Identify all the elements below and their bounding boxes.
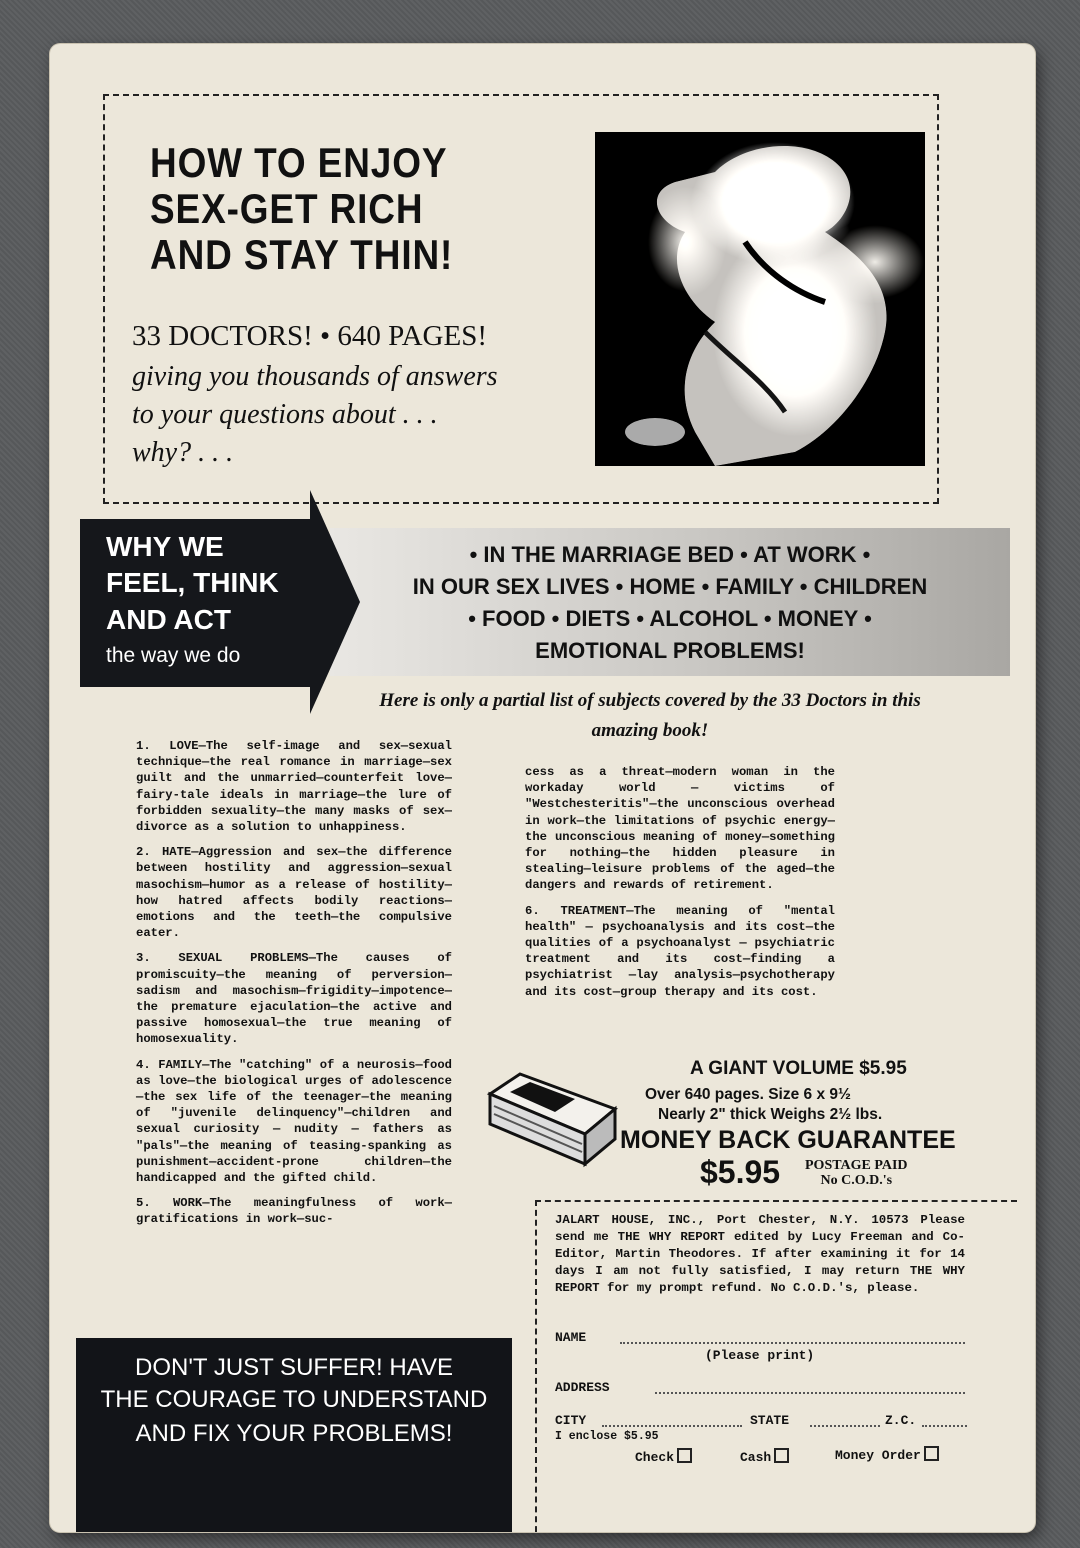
bottom-banner xyxy=(76,1338,512,1532)
tagline-line-2: to your questions about . . . xyxy=(132,399,438,430)
subjects-line-1: • IN THE MARRIAGE BED • AT WORK • xyxy=(469,542,871,567)
address-label: ADDRESS xyxy=(555,1380,610,1395)
check-checkbox[interactable] xyxy=(677,1448,692,1463)
money-back-guarantee: MONEY BACK GUARANTEE xyxy=(620,1126,956,1154)
subjects-line-4: EMOTIONAL PROBLEMS! xyxy=(535,638,805,663)
offer-price: $5.95 xyxy=(700,1154,781,1190)
bottom-line-1: DON'T JUST SUFFER! HAVE xyxy=(135,1354,453,1381)
subject-sexual-problems: 3. SEXUAL PROBLEMS—The causes of promiscuity—the meaning of perversion—sadism and masochism—frigidity—impotence—the premature ejaculation—the active and passive homosexual—the true meaning of homosexuality. xyxy=(136,951,452,1047)
bottom-line-2: THE COURAGE TO UNDERSTAND xyxy=(100,1386,488,1413)
magazine-back-cover xyxy=(50,44,1035,1532)
zc-label: Z.C. xyxy=(885,1413,917,1428)
postage-note xyxy=(805,1158,908,1188)
subject-work: 5. WORK—The meaningfulness of work—gratifications in work—suc- xyxy=(136,1196,452,1227)
why-arrow-shape xyxy=(310,490,360,714)
doctors-pages-line: 33 DOCTORS! • 640 PAGES! xyxy=(132,320,487,352)
enclose-label: I enclose $5.95 xyxy=(555,1430,659,1443)
check-label: Check xyxy=(635,1450,675,1465)
city-label: CITY xyxy=(555,1413,587,1428)
book-spec-pages: Over 640 pages. Size 6 x 9½ xyxy=(645,1086,851,1103)
cash-option[interactable] xyxy=(740,1448,789,1465)
tagline-line-1: giving you thousands of answers xyxy=(132,361,498,392)
cash-label: Cash xyxy=(740,1450,772,1465)
name-label: NAME xyxy=(555,1330,587,1345)
city-field[interactable] xyxy=(602,1425,742,1427)
zc-field[interactable] xyxy=(922,1425,967,1427)
book-spec-weight: Nearly 2" thick Weighs 2½ lbs. xyxy=(658,1106,883,1123)
tagline xyxy=(132,358,602,472)
tagline-line-3: why? . . . xyxy=(132,437,234,468)
bottom-line-3: AND FIX YOUR PROBLEMS! xyxy=(135,1420,453,1447)
subject-love: 1. LOVE—The self-image and sex—sexual technique—the real romance in marriage—sex guilt and the unmarried—counterfeit love—fairy-tale ideals in marriage—the lure of forbidden sexuality—the many masks of sex—divorce as a solution to unhappiness. xyxy=(136,739,452,835)
state-field[interactable] xyxy=(810,1425,880,1427)
headline-line-2: SEX-GET RICH xyxy=(150,185,424,232)
headline xyxy=(150,140,520,278)
why-line-3: AND ACT xyxy=(106,604,231,635)
subjects-line-3: • FOOD • DIETS • ALCOHOL • MONEY • xyxy=(468,606,872,631)
subject-treatment: 6. TREATMENT—The meaning of "mental health" — psychoanalysis and its cost—the qualities of a psychoanalyst — psychiatric treatment and its cost—finding a psychiatrist —lay analysis—psychotherapy and its cost—group therapy and its cost. xyxy=(525,903,835,999)
check-option[interactable] xyxy=(635,1448,692,1465)
subject-family: 4. FAMILY—The "catching" of a neurosis—food as love—the biological urges of adolescence—the sex life of the teenager—the meaning of "juvenile delinquency"—children and sexual curiosity — nudity — fathers as "pals"—the meaning of teasing-spanking as punishment—accident-prone children—the handicapped and the gifted child. xyxy=(136,1057,452,1186)
giant-volume-price: A GIANT VOLUME $5.95 xyxy=(690,1058,907,1079)
partial-list-caption: Here is only a partial list of subjects covered by the 33 Doctors in this amazing book! xyxy=(379,690,921,741)
coupon-text: JALART HOUSE, INC., Port Chester, N.Y. 10573 Please send me THE WHY REPORT edited by Lucy Freeman and Co-Editor, Martin Theodores. If after examining it for 14 days I am not fully satisfied, I may return THE WHY REPORT for my prompt refund. No C.O.D.'s, please. xyxy=(555,1213,965,1295)
money-order-option[interactable] xyxy=(835,1446,939,1463)
headline-line-1: HOW TO ENJOY xyxy=(150,139,448,186)
book-volume-icon xyxy=(480,1054,620,1174)
money-order-label: Money Order xyxy=(835,1448,921,1463)
state-label: STATE xyxy=(750,1413,790,1428)
name-field[interactable] xyxy=(620,1342,965,1344)
couple-photo-icon xyxy=(595,132,925,466)
postage-paid: POSTAGE PAID xyxy=(805,1158,908,1173)
why-banner xyxy=(80,519,310,687)
subjects-column-right xyxy=(525,764,835,1009)
address-field[interactable] xyxy=(655,1392,965,1394)
subject-hate: 2. HATE—Aggression and sex—the difference between hostility and aggression—sexual masochism—humor as a release of hostility—how hatred affects bodily reactions—emotions and the teeth—the compulsive eater. xyxy=(136,845,452,941)
subjects-column-left xyxy=(136,738,452,1237)
headline-line-3: AND STAY THIN! xyxy=(150,231,454,278)
why-line-2: FEEL, THINK xyxy=(106,567,279,598)
subjects-line-2: IN OUR SEX LIVES • HOME • FAMILY • CHILDREN xyxy=(412,574,928,599)
subject-work-continued: cess as a threat—modern woman in the workaday world — victims of "Westchesteritis"—the unconscious overhead in work—the limitations of psychic energy—the unconscious meaning of money—something for nothing—the hidden pleasure in stealing—leisure problems of the aged—the dangers and rewards of retirement. xyxy=(525,765,835,893)
money-order-checkbox[interactable] xyxy=(924,1446,939,1461)
cash-checkbox[interactable] xyxy=(774,1448,789,1463)
why-subline: the way we do xyxy=(106,644,241,667)
no-cod: No C.O.D.'s xyxy=(820,1173,893,1188)
why-line-1: WHY WE xyxy=(106,531,224,562)
please-print-note: (Please print) xyxy=(705,1348,815,1363)
